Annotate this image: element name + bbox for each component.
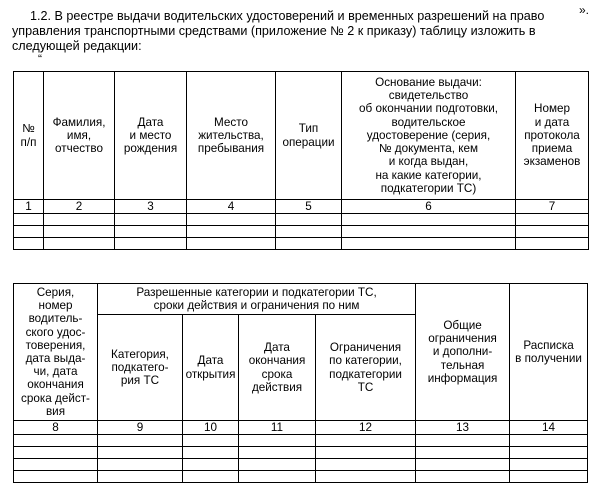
empty-cell xyxy=(342,214,516,226)
empty-cell xyxy=(342,238,516,250)
opening-quote-mark: “ xyxy=(38,52,42,66)
empty-cell xyxy=(183,471,239,483)
column-number: 12 xyxy=(316,421,416,435)
header-issue-basis: Основание выдачи: свидетельство об окончании подготовки, водительское удостоверение (серия, № документа, кем и когда выдан, на какие категории, подкатегории ТС) xyxy=(342,72,516,200)
empty-cell xyxy=(44,226,115,238)
table1-column-numbers-row xyxy=(14,200,589,214)
empty-cell xyxy=(516,238,589,250)
header-general-restrictions: Общие ограничения и дополни- тельная информация xyxy=(416,284,510,421)
empty-cell xyxy=(239,435,316,447)
column-number: 13 xyxy=(416,421,510,435)
empty-cell xyxy=(239,459,316,471)
empty-cell xyxy=(187,226,276,238)
empty-cell xyxy=(14,238,44,250)
registry-table-part-2 xyxy=(13,283,588,483)
empty-cell xyxy=(510,447,588,459)
empty-cell xyxy=(276,214,342,226)
header-opening-date: Дата открытия xyxy=(183,315,239,421)
empty-cell xyxy=(316,459,416,471)
column-number: 11 xyxy=(239,421,316,435)
empty-cell xyxy=(316,471,416,483)
empty-cell xyxy=(14,435,98,447)
empty-cell xyxy=(14,471,98,483)
header-permitted-categories: Разрешенные категории и подкатегории ТС, сроки действия и ограничения по ним xyxy=(98,284,416,315)
empty-cell xyxy=(516,226,589,238)
column-number: 9 xyxy=(98,421,183,435)
closing-quote-mark: ». xyxy=(578,3,589,17)
header-receipt-signature: Расписка в получении xyxy=(510,284,588,421)
header-row-number: № п/п xyxy=(14,72,44,200)
table2-header-row-1 xyxy=(14,284,588,315)
empty-cell xyxy=(516,214,589,226)
column-number: 10 xyxy=(183,421,239,435)
header-category-restrictions: Ограничения по категории, подкатегории ТС xyxy=(316,315,416,421)
header-expiry-date: Дата окончания срока действия xyxy=(239,315,316,421)
empty-cell xyxy=(98,447,183,459)
column-number: 8 xyxy=(14,421,98,435)
column-number: 5 xyxy=(276,200,342,214)
table2-column-numbers-row xyxy=(14,421,588,435)
empty-cell xyxy=(183,435,239,447)
empty-cell xyxy=(510,471,588,483)
column-number: 1 xyxy=(14,200,44,214)
header-birth-date-place: Дата и место рождения xyxy=(115,72,187,200)
empty-cell xyxy=(14,447,98,459)
empty-cell xyxy=(416,435,510,447)
empty-cell xyxy=(44,214,115,226)
table2-empty-row xyxy=(14,459,588,471)
header-full-name: Фамилия, имя, отчество xyxy=(44,72,115,200)
header-operation-type: Тип операции xyxy=(276,72,342,200)
empty-cell xyxy=(115,226,187,238)
table2-empty-row xyxy=(14,447,588,459)
empty-cell xyxy=(416,459,510,471)
table1-empty-row xyxy=(14,238,589,250)
header-license-details: Серия, номер водитель- ского удос- товерения, дата выда- чи, дата окончания срока дейст- вия xyxy=(14,284,98,421)
empty-cell xyxy=(98,459,183,471)
table1-empty-row xyxy=(14,214,589,226)
empty-cell xyxy=(44,238,115,250)
table1-empty-row xyxy=(14,226,589,238)
header-residence: Место жительства, пребывания xyxy=(187,72,276,200)
empty-cell xyxy=(316,447,416,459)
empty-cell xyxy=(98,435,183,447)
table1-header-row xyxy=(14,72,589,200)
empty-cell xyxy=(316,435,416,447)
column-number: 7 xyxy=(516,200,589,214)
empty-cell xyxy=(510,459,588,471)
empty-cell xyxy=(115,214,187,226)
intro-paragraph: 1.2. В реестре выдачи водительских удостоверений и временных разрешений на право управления транспортными средствами (приложение № 2 к приказу) таблицу изложить в следующей редакции: xyxy=(12,9,545,53)
empty-cell xyxy=(416,447,510,459)
column-number: 4 xyxy=(187,200,276,214)
empty-cell xyxy=(98,471,183,483)
empty-cell xyxy=(183,447,239,459)
empty-cell xyxy=(14,226,44,238)
empty-cell xyxy=(342,226,516,238)
empty-cell xyxy=(276,238,342,250)
header-category: Категория, подкатего- рия ТС xyxy=(98,315,183,421)
registry-table-part-1 xyxy=(13,71,589,250)
empty-cell xyxy=(187,238,276,250)
empty-cell xyxy=(416,471,510,483)
empty-cell xyxy=(276,226,342,238)
column-number: 6 xyxy=(342,200,516,214)
column-number: 14 xyxy=(510,421,588,435)
empty-cell xyxy=(510,435,588,447)
empty-cell xyxy=(14,214,44,226)
column-number: 3 xyxy=(115,200,187,214)
empty-cell xyxy=(187,214,276,226)
header-exam-protocol: Номер и дата протокола приема экзаменов xyxy=(516,72,589,200)
table2-empty-row xyxy=(14,471,588,483)
empty-cell xyxy=(239,471,316,483)
empty-cell xyxy=(239,447,316,459)
empty-cell xyxy=(14,459,98,471)
table2-empty-row xyxy=(14,435,588,447)
empty-cell xyxy=(115,238,187,250)
empty-cell xyxy=(183,459,239,471)
column-number: 2 xyxy=(44,200,115,214)
